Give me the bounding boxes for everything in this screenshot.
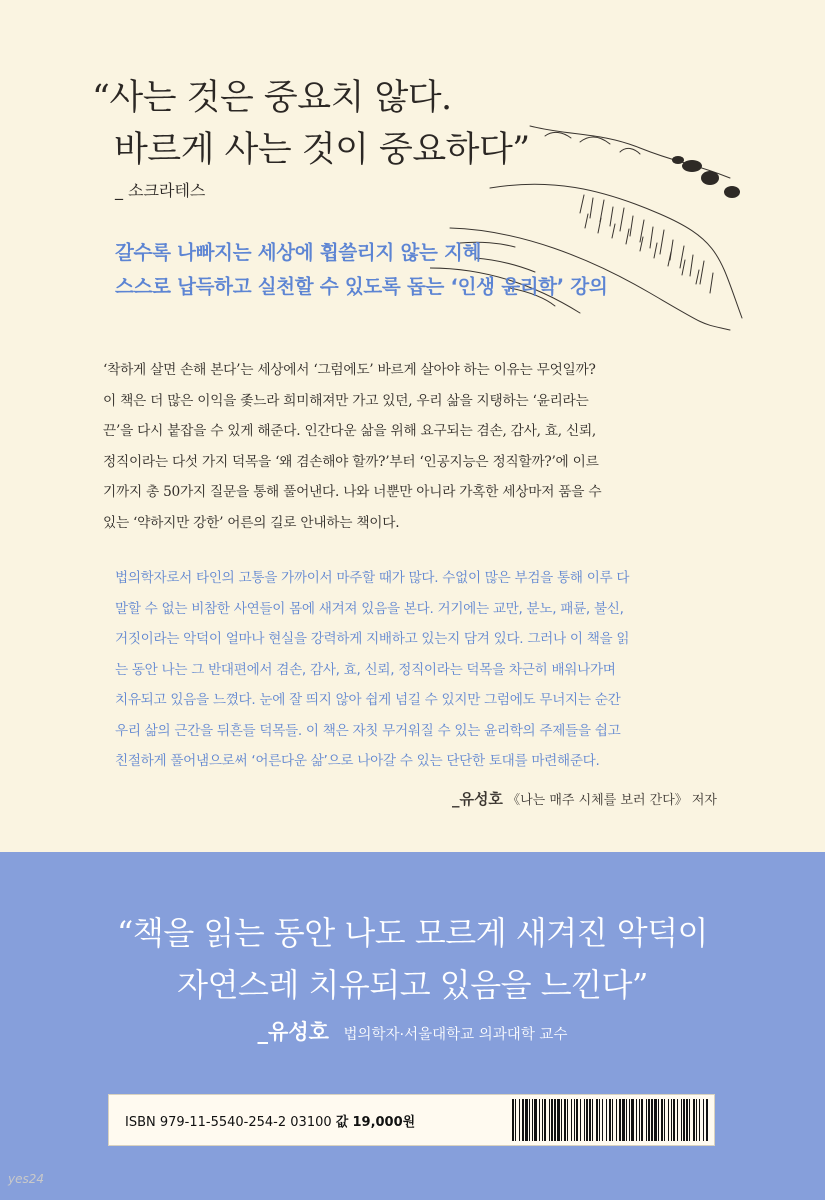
barcode-bar (549, 1099, 550, 1141)
barcode-bar (599, 1099, 600, 1141)
barcode-bar (539, 1099, 540, 1141)
review-line: 거짓이라는 악덕이 얼마나 현실을 강력하게 지배하고 있는지 담겨 있다. 그러나 이 책을 읽 (115, 631, 630, 647)
review-text (115, 563, 727, 777)
description-line: ‘착하게 살면 손해 본다’는 세상에서 ‘그럼에도’ 바르게 살아야 하는 이유는 무엇일까? (103, 362, 596, 378)
barcode-bar (586, 1099, 588, 1141)
review-line: 친절하게 풀어냄으로써 ‘어른다운 삶’으로 나아갈 수 있는 단단한 토대를 마련해준다. (115, 753, 600, 769)
barcode-bar (654, 1099, 657, 1141)
review-line: 말할 수 없는 비참한 사연들이 몸에 새겨져 있음을 본다. 거기에는 교만, 분노, 패륜, 불신, (115, 600, 624, 617)
barcode-bar (636, 1099, 637, 1141)
barcode-bar (668, 1099, 669, 1141)
barcode-bar (522, 1099, 524, 1141)
barcode-bar (661, 1099, 663, 1141)
band-quote-line-1: “책을 읽는 동안 나도 모르게 새겨진 악덕이 (117, 914, 708, 952)
price-value: 19,000원 (352, 1115, 416, 1130)
isbn-info (125, 1111, 415, 1130)
barcode-bar (596, 1099, 598, 1141)
barcode-bar (512, 1099, 514, 1141)
barcode-bar (699, 1099, 700, 1141)
review-line: 법의학자로서 타인의 고통을 가까이서 마주할 때가 많다. 수없이 많은 부검을 통해 이루 다 (115, 570, 630, 586)
barcode-bar (580, 1099, 581, 1141)
barcode-bar (648, 1099, 650, 1141)
barcode-bar (686, 1099, 688, 1141)
subtitle-line-1: 갈수록 나빠지는 세상에 휩쓸리지 않는 지혜 (115, 241, 482, 264)
barcode-bar (551, 1099, 553, 1141)
band-quote-name: _유성호 (257, 1020, 329, 1044)
barcode-bar (544, 1099, 546, 1141)
barcode-bar (631, 1099, 634, 1141)
barcode-bar (619, 1099, 621, 1141)
barcode (512, 1099, 710, 1141)
barcode-bar (574, 1099, 575, 1141)
barcode-bar (646, 1099, 647, 1141)
price-label: 값 (335, 1115, 349, 1130)
review-line: 는 동안 나는 그 반대편에서 겸손, 감사, 효, 신뢰, 정직이라는 덕목을 차근히 배워나가며 (115, 661, 616, 678)
barcode-bar (706, 1099, 708, 1141)
book-subtitle (115, 236, 607, 304)
barcode-bar (703, 1099, 704, 1141)
review-line: 우리 삶의 근간을 뒤흔들 덕목들. 이 책은 자칫 무거워질 수 있는 윤리학의 주제들을 쉽고 (115, 722, 621, 739)
barcode-bar (641, 1099, 643, 1141)
barcode-bar (664, 1099, 665, 1141)
band-quote-attribution (0, 1016, 825, 1046)
reviewer-name: _유성호 (451, 790, 503, 808)
barcode-bar (571, 1099, 572, 1141)
barcode-bar (683, 1099, 685, 1141)
barcode-bar (639, 1099, 640, 1141)
barcode-bar (671, 1099, 672, 1141)
barcode-bar (567, 1099, 568, 1141)
band-quote (0, 907, 825, 1011)
review-byline (452, 788, 717, 809)
barcode-bar (651, 1099, 653, 1141)
isbn-box (108, 1094, 715, 1146)
barcode-bar (612, 1099, 613, 1141)
barcode-bar (696, 1099, 697, 1141)
barcode-bar (689, 1099, 690, 1141)
barcode-bar (542, 1099, 543, 1141)
barcode-bar (592, 1099, 593, 1141)
barcode-bar (554, 1099, 556, 1141)
watermark: yes24 (8, 1172, 45, 1186)
barcode-bar (609, 1099, 611, 1141)
barcode-bar (673, 1099, 675, 1141)
quote-line-1: “사는 것은 중요치 않다. (92, 78, 452, 118)
barcode-bar (658, 1099, 659, 1141)
barcode-bar (677, 1099, 678, 1141)
barcode-bar (629, 1099, 630, 1141)
barcode-bar (519, 1099, 520, 1141)
barcode-bar (626, 1099, 627, 1141)
book-description (103, 355, 723, 538)
barcode-bar (557, 1099, 560, 1141)
barcode-bar (576, 1099, 578, 1141)
barcode-bar (584, 1099, 585, 1141)
description-line: 정직이라는 다섯 가지 덕목을 ‘왜 겸손해야 할까?’부터 ‘인공지능은 정직할까?’에 이르 (103, 453, 599, 470)
description-line: 이 책은 더 많은 이익을 좇느라 희미해져만 가고 있던, 우리 삶을 지탱하는 ‘윤리라는 (103, 392, 589, 409)
barcode-bar (532, 1099, 533, 1141)
barcode-bar (529, 1099, 530, 1141)
barcode-bar (622, 1099, 625, 1141)
reviewer-work: 《나는 매주 시체를 보러 간다》 저자 (507, 793, 717, 808)
quote-line-2: 바르게 사는 것이 중요하다” (114, 130, 530, 170)
description-line: 있는 ‘약하지만 강한’ 어른의 길로 안내하는 책이다. (103, 514, 400, 531)
quote-attribution: _ 소크라테스 (115, 181, 206, 200)
subtitle-line-2: 스스로 납득하고 실천할 수 있도록 돕는 ‘인생 윤리학’ 강의 (115, 275, 608, 298)
barcode-bar (564, 1099, 566, 1141)
barcode-bar (681, 1099, 682, 1141)
barcode-bar (602, 1099, 603, 1141)
barcode-bar (616, 1099, 617, 1141)
description-line: 기까지 총 50가지 질문을 통해 풀어낸다. 나와 너뿐만 아니라 가혹한 세상마저 품을 수 (103, 484, 602, 500)
barcode-bar (534, 1099, 537, 1141)
barcode-bar (525, 1099, 528, 1141)
barcode-bar (693, 1099, 695, 1141)
barcode-bar (606, 1099, 607, 1141)
review-line: 치유되고 있음을 느꼈다. 눈에 잘 띄지 않아 쉽게 넘길 수 있지만 그럼에도 무너지는 순간 (115, 692, 621, 708)
band-quote-line-2: 자연스레 치유되고 있음을 느낀다” (177, 966, 648, 1004)
description-line: 끈’을 다시 붙잡을 수 있게 해준다. 인간다운 삶을 위해 요구되는 겸손, 감사, 효, 신뢰, (103, 423, 597, 439)
barcode-bar (561, 1099, 562, 1141)
barcode-bar (515, 1099, 516, 1141)
band-quote-title: 법의학자·서울대학교 의과대학 교수 (343, 1027, 568, 1043)
barcode-bar (589, 1099, 591, 1141)
isbn-number: ISBN 979-11-5540-254-2 03100 (125, 1115, 332, 1130)
